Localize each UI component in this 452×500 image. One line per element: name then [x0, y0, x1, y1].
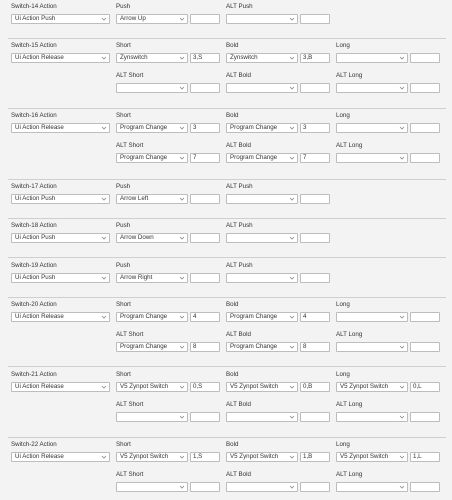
event-action-select[interactable]	[336, 312, 408, 322]
event-action-select[interactable]	[336, 452, 408, 462]
chevron-down-icon	[289, 16, 295, 22]
chevron-down-icon	[289, 235, 295, 241]
event-param-input[interactable]	[300, 342, 330, 352]
event-action-select[interactable]	[226, 83, 298, 93]
chevron-down-icon	[179, 454, 185, 460]
event-param-input[interactable]	[410, 312, 440, 322]
event-label: Long	[336, 371, 350, 378]
chevron-down-icon	[101, 196, 107, 202]
switch-action-select[interactable]	[11, 194, 110, 204]
switch-action-select-value: Ui Action Release	[15, 383, 64, 390]
event-param-input-value: 4	[193, 313, 197, 320]
chevron-down-icon	[101, 235, 107, 241]
section-divider	[8, 257, 446, 258]
event-label: ALT Bold	[226, 142, 251, 149]
chevron-down-icon	[289, 344, 295, 350]
switch-action-select-value: Ui Action Push	[15, 195, 56, 202]
event-label: ALT Long	[336, 471, 363, 478]
event-param-input-value: 1,L	[413, 453, 422, 460]
event-action-select[interactable]	[116, 14, 188, 24]
section-divider	[8, 297, 446, 298]
chevron-down-icon	[101, 16, 107, 22]
switch-action-title: Switch-22 Action	[11, 441, 57, 448]
event-param-input[interactable]	[190, 312, 220, 322]
event-param-input[interactable]	[410, 452, 440, 462]
chevron-down-icon	[289, 55, 295, 61]
chevron-down-icon	[179, 55, 185, 61]
event-label: Short	[116, 441, 131, 448]
event-label: ALT Long	[336, 72, 363, 79]
event-param-input[interactable]	[410, 482, 440, 492]
chevron-down-icon	[101, 454, 107, 460]
chevron-down-icon	[399, 344, 405, 350]
event-action-select[interactable]	[116, 312, 188, 322]
event-param-input[interactable]	[190, 53, 220, 63]
switch-action-select-value: Ui Action Release	[15, 453, 64, 460]
event-param-input-value: 0,B	[303, 383, 313, 390]
switch-action-select[interactable]	[11, 382, 110, 392]
event-action-select[interactable]	[226, 233, 298, 243]
event-action-select[interactable]	[226, 452, 298, 462]
event-action-select[interactable]	[116, 83, 188, 93]
chevron-down-icon	[399, 414, 405, 420]
event-param-input[interactable]	[410, 123, 440, 133]
event-label: Bold	[226, 112, 239, 119]
switch-action-title: Switch-21 Action	[11, 371, 57, 378]
event-param-input[interactable]	[300, 153, 330, 163]
event-param-input[interactable]	[190, 482, 220, 492]
event-param-input-value: 3,B	[303, 54, 313, 61]
event-param-input[interactable]	[190, 14, 220, 24]
event-param-input[interactable]	[190, 412, 220, 422]
event-label: Push	[116, 262, 131, 269]
event-param-input[interactable]	[300, 452, 330, 462]
chevron-down-icon	[289, 384, 295, 390]
chevron-down-icon	[399, 484, 405, 490]
event-param-input[interactable]	[190, 382, 220, 392]
event-param-input[interactable]	[190, 83, 220, 93]
event-action-select[interactable]	[116, 382, 188, 392]
event-action-select[interactable]	[226, 123, 298, 133]
event-label: ALT Long	[336, 401, 363, 408]
chevron-down-icon	[179, 314, 185, 320]
event-action-select-value: Zynswitch	[120, 54, 148, 61]
event-action-select-value: V5 Zynpot Switch	[340, 453, 389, 460]
switch-action-select-value: Ui Action Release	[15, 124, 64, 131]
section-divider	[8, 108, 446, 109]
switch-action-select-value: Ui Action Release	[15, 313, 64, 320]
chevron-down-icon	[399, 85, 405, 91]
section-divider	[8, 218, 446, 219]
event-label: ALT Bold	[226, 471, 251, 478]
event-param-input-value: 1,B	[303, 453, 313, 460]
event-param-input[interactable]	[190, 123, 220, 133]
event-label: Long	[336, 112, 350, 119]
event-label: ALT Bold	[226, 401, 251, 408]
event-label: Short	[116, 42, 131, 49]
event-label: Bold	[226, 441, 239, 448]
event-label: ALT Long	[336, 331, 363, 338]
chevron-down-icon	[179, 275, 185, 281]
event-label: ALT Short	[116, 142, 144, 149]
event-param-input[interactable]	[300, 482, 330, 492]
event-action-select-value: Program Change	[230, 154, 278, 161]
event-param-input[interactable]	[300, 312, 330, 322]
event-label: Bold	[226, 371, 239, 378]
event-action-select[interactable]	[336, 53, 408, 63]
event-param-input-value: 4	[303, 313, 307, 320]
event-param-input-value: 7	[193, 154, 197, 161]
event-action-select-value: Program Change	[120, 343, 168, 350]
chevron-down-icon	[289, 196, 295, 202]
switch-action-select[interactable]	[11, 53, 110, 63]
chevron-down-icon	[399, 155, 405, 161]
event-label: Long	[336, 301, 350, 308]
event-action-select-value: V5 Zynpot Switch	[230, 383, 279, 390]
event-label: ALT Push	[226, 3, 253, 10]
event-action-select-value: Program Change	[230, 313, 278, 320]
event-param-input-value: 0,S	[193, 383, 203, 390]
event-action-select[interactable]	[116, 342, 188, 352]
event-param-input-value: 3,S	[193, 54, 203, 61]
event-action-select[interactable]	[226, 482, 298, 492]
chevron-down-icon	[399, 125, 405, 131]
switch-action-select[interactable]	[11, 452, 110, 462]
event-action-select[interactable]	[336, 83, 408, 93]
event-param-input[interactable]	[190, 273, 220, 283]
switch-action-select[interactable]	[11, 312, 110, 322]
event-label: Long	[336, 441, 350, 448]
chevron-down-icon	[179, 125, 185, 131]
switch-action-select[interactable]	[11, 273, 110, 283]
event-action-select[interactable]	[116, 153, 188, 163]
switch-action-title: Switch-14 Action	[11, 3, 57, 10]
event-param-input[interactable]	[300, 123, 330, 133]
event-action-select[interactable]	[336, 123, 408, 133]
event-label: ALT Long	[336, 142, 363, 149]
event-label: Short	[116, 301, 131, 308]
switch-action-title: Switch-16 Action	[11, 112, 57, 119]
event-param-input[interactable]	[300, 14, 330, 24]
event-action-select[interactable]	[116, 123, 188, 133]
event-action-select-value: Program Change	[120, 154, 168, 161]
event-action-select[interactable]	[116, 53, 188, 63]
event-param-input[interactable]	[410, 83, 440, 93]
chevron-down-icon	[289, 155, 295, 161]
event-label: ALT Short	[116, 471, 144, 478]
event-action-select-value: Arrow Left	[120, 195, 149, 202]
chevron-down-icon	[101, 125, 107, 131]
switch-action-title: Switch-20 Action	[11, 301, 57, 308]
event-label: ALT Push	[226, 222, 253, 229]
event-action-select-value: Program Change	[120, 313, 168, 320]
event-param-input[interactable]	[300, 382, 330, 392]
event-label: ALT Short	[116, 72, 144, 79]
switch-action-select-value: Ui Action Push	[15, 234, 56, 241]
event-action-select-value: V5 Zynpot Switch	[230, 453, 279, 460]
event-label: Bold	[226, 301, 239, 308]
event-label: ALT Short	[116, 331, 144, 338]
chevron-down-icon	[101, 55, 107, 61]
chevron-down-icon	[399, 55, 405, 61]
event-param-input[interactable]	[410, 53, 440, 63]
section-divider	[8, 366, 446, 367]
chevron-down-icon	[289, 454, 295, 460]
event-param-input-value: 7	[303, 154, 307, 161]
event-param-input[interactable]	[410, 382, 440, 392]
event-label: Short	[116, 112, 131, 119]
event-action-select[interactable]	[226, 382, 298, 392]
event-action-select-value: Arrow Up	[120, 15, 146, 22]
chevron-down-icon	[289, 484, 295, 490]
section-divider	[8, 179, 446, 180]
event-action-select-value: V5 Zynpot Switch	[340, 383, 389, 390]
event-action-select-value: V5 Zynpot Switch	[120, 453, 169, 460]
event-action-select[interactable]	[226, 153, 298, 163]
event-param-input[interactable]	[300, 194, 330, 204]
event-label: Push	[116, 183, 131, 190]
event-param-input[interactable]	[300, 233, 330, 243]
event-action-select[interactable]	[226, 412, 298, 422]
event-action-select-value: V5 Zynpot Switch	[120, 383, 169, 390]
event-param-input[interactable]	[190, 452, 220, 462]
event-action-select[interactable]	[336, 342, 408, 352]
event-label: ALT Short	[116, 401, 144, 408]
event-label: Long	[336, 42, 350, 49]
chevron-down-icon	[179, 16, 185, 22]
event-param-input[interactable]	[190, 342, 220, 352]
section-divider	[8, 437, 446, 438]
switch-action-select[interactable]	[11, 123, 110, 133]
switch-action-title: Switch-17 Action	[11, 183, 57, 190]
event-param-input-value: 3	[193, 124, 197, 131]
event-param-input[interactable]	[300, 53, 330, 63]
chevron-down-icon	[101, 275, 107, 281]
chevron-down-icon	[399, 454, 405, 460]
event-action-select-value: Program Change	[230, 124, 278, 131]
chevron-down-icon	[179, 384, 185, 390]
switch-action-select[interactable]	[11, 14, 110, 24]
event-action-select[interactable]	[226, 194, 298, 204]
event-action-select-value: Arrow Right	[120, 274, 153, 281]
event-param-input-value: 3	[303, 124, 307, 131]
event-action-select[interactable]	[116, 273, 188, 283]
event-param-input[interactable]	[300, 83, 330, 93]
chevron-down-icon	[179, 85, 185, 91]
event-param-input-value: 8	[193, 343, 197, 350]
event-param-input-value: 1,S	[193, 453, 203, 460]
event-action-select[interactable]	[226, 273, 298, 283]
switch-action-select-value: Ui Action Push	[15, 15, 56, 22]
chevron-down-icon	[179, 155, 185, 161]
switch-action-select-value: Ui Action Release	[15, 54, 64, 61]
event-action-select[interactable]	[226, 312, 298, 322]
event-action-select[interactable]	[226, 53, 298, 63]
event-action-select[interactable]	[116, 233, 188, 243]
section-divider	[8, 38, 446, 39]
chevron-down-icon	[179, 196, 185, 202]
event-param-input[interactable]	[410, 412, 440, 422]
event-label: ALT Push	[226, 183, 253, 190]
chevron-down-icon	[289, 314, 295, 320]
chevron-down-icon	[101, 314, 107, 320]
event-action-select[interactable]	[116, 482, 188, 492]
event-param-input[interactable]	[190, 194, 220, 204]
event-param-input[interactable]	[300, 273, 330, 283]
event-param-input[interactable]	[190, 233, 220, 243]
event-action-select-value: Arrow Down	[120, 234, 154, 241]
switch-action-title: Switch-18 Action	[11, 222, 57, 229]
event-action-select[interactable]	[336, 153, 408, 163]
event-label: ALT Bold	[226, 331, 251, 338]
event-action-select[interactable]	[116, 452, 188, 462]
switch-action-title: Switch-15 Action	[11, 42, 57, 49]
chevron-down-icon	[399, 314, 405, 320]
chevron-down-icon	[289, 414, 295, 420]
switch-action-select-value: Ui Action Push	[15, 274, 56, 281]
event-action-select[interactable]	[336, 412, 408, 422]
chevron-down-icon	[289, 125, 295, 131]
event-param-input-value: 8	[303, 343, 307, 350]
event-param-input[interactable]	[410, 342, 440, 352]
chevron-down-icon	[179, 484, 185, 490]
switch-action-select[interactable]	[11, 233, 110, 243]
event-label: Short	[116, 371, 131, 378]
event-param-input[interactable]	[300, 412, 330, 422]
event-param-input[interactable]	[410, 153, 440, 163]
event-action-select[interactable]	[226, 14, 298, 24]
chevron-down-icon	[101, 384, 107, 390]
switch-action-title: Switch-19 Action	[11, 262, 57, 269]
event-label: Bold	[226, 42, 239, 49]
event-action-select[interactable]	[116, 412, 188, 422]
event-action-select-value: Program Change	[120, 124, 168, 131]
event-action-select-value: Program Change	[230, 343, 278, 350]
event-param-input-value: 0,L	[413, 383, 422, 390]
chevron-down-icon	[289, 85, 295, 91]
event-action-select[interactable]	[336, 382, 408, 392]
event-label: ALT Bold	[226, 72, 251, 79]
event-action-select[interactable]	[116, 194, 188, 204]
event-label: Push	[116, 222, 131, 229]
chevron-down-icon	[399, 384, 405, 390]
event-action-select-value: Zynswitch	[230, 54, 258, 61]
event-action-select[interactable]	[336, 482, 408, 492]
event-label: ALT Push	[226, 262, 253, 269]
event-action-select[interactable]	[226, 342, 298, 352]
event-label: Push	[116, 3, 131, 10]
chevron-down-icon	[179, 344, 185, 350]
chevron-down-icon	[179, 235, 185, 241]
event-param-input[interactable]	[190, 153, 220, 163]
chevron-down-icon	[179, 414, 185, 420]
chevron-down-icon	[289, 275, 295, 281]
